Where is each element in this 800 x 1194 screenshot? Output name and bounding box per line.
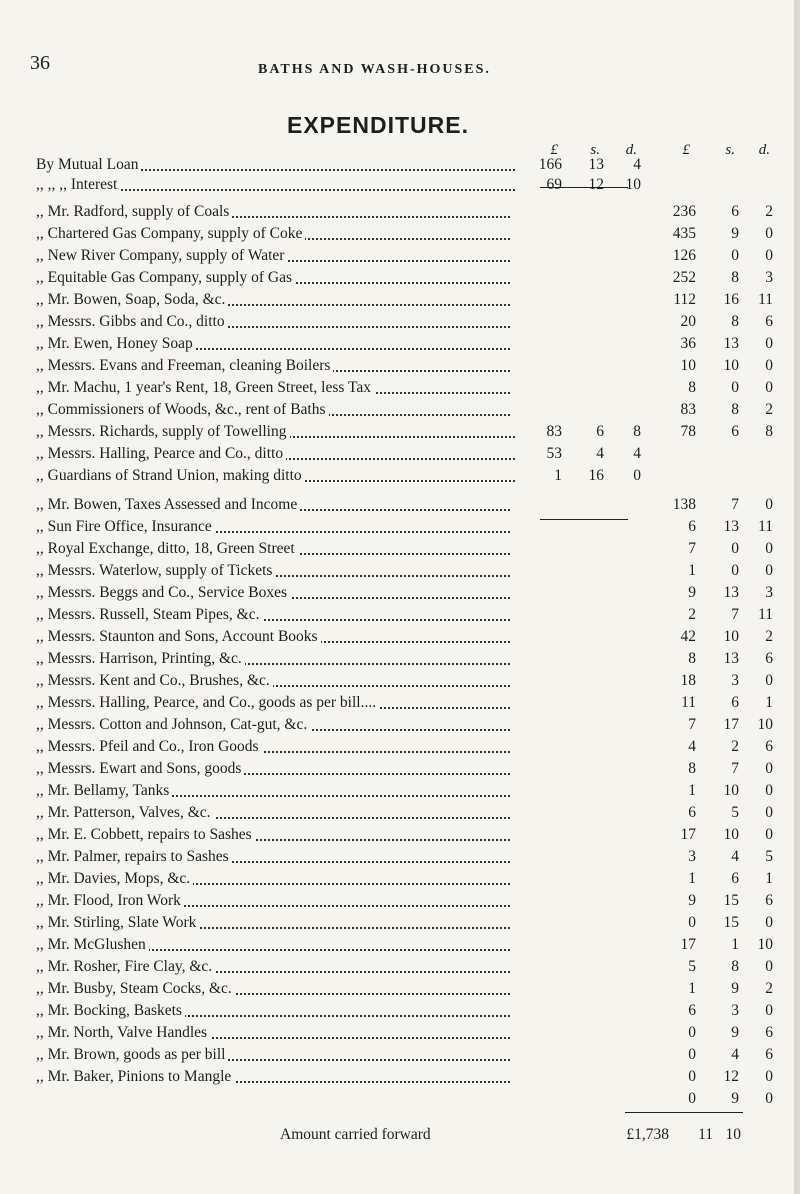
amount-a-shillings: 16 xyxy=(588,467,604,484)
ledger-row xyxy=(0,606,800,626)
entry-label: ,, Messrs. Halling, Pearce, and Co., goods as per bill.... xyxy=(36,694,379,712)
amount-b-shillings: 12 xyxy=(723,1068,739,1085)
entry-label: ,, Mr. Busby, Steam Cocks, &c. xyxy=(36,980,235,998)
entry-label: ,, Chartered Gas Company, supply of Coke xyxy=(36,225,305,243)
amount-a-pounds: 53 xyxy=(546,445,562,462)
entry-label: ,, Mr. McGlushen xyxy=(36,936,149,954)
ledger-row xyxy=(0,694,800,714)
amount-b-shillings: 4 xyxy=(731,848,739,865)
amount-b-pounds: 9 xyxy=(688,584,696,601)
amount-b-pounds: 7 xyxy=(688,716,696,733)
amount-b-pence: 6 xyxy=(765,1024,773,1041)
amount-b-shillings: 13 xyxy=(723,650,739,667)
entry-label: ,, Mr. Rosher, Fire Clay, &c. xyxy=(36,958,215,976)
ledger-row xyxy=(0,716,800,736)
amount-a-shillings: 13 xyxy=(588,156,604,173)
amount-b-pounds: 5 xyxy=(688,958,696,975)
amount-b-shillings: 13 xyxy=(723,518,739,535)
ledger-row xyxy=(0,1068,800,1088)
amount-b-pence: 0 xyxy=(765,357,773,374)
entry-label: ,, Mr. Davies, Mops, &c. xyxy=(36,870,193,888)
amount-b-pounds: 8 xyxy=(688,650,696,667)
amount-b-shillings: 2 xyxy=(731,738,739,755)
col-a-shillings-head: s. xyxy=(590,142,600,158)
amount-b-pence: 11 xyxy=(758,606,773,623)
amount-b-shillings: 1 xyxy=(731,936,739,953)
entry-label: ,, Messrs. Staunton and Sons, Account Books xyxy=(36,628,321,646)
amount-b-pence: 6 xyxy=(765,1046,773,1063)
amount-b-pounds: 6 xyxy=(688,804,696,821)
entry-label: ,, Messrs. Waterlow, supply of Tickets xyxy=(36,562,275,580)
ledger-row xyxy=(0,335,800,355)
entry-label: ,, Mr. Radford, supply of Coals xyxy=(36,203,232,221)
amount-b-pence: 1 xyxy=(765,694,773,711)
amount-b-pence: 10 xyxy=(757,936,773,953)
amount-b-pounds: 0 xyxy=(688,914,696,931)
ledger-row xyxy=(0,357,800,377)
amount-b-shillings: 16 xyxy=(723,291,739,308)
ledger-row xyxy=(0,445,800,465)
amount-b-pence: 0 xyxy=(765,804,773,821)
entry-label: ,, Mr. Bocking, Baskets xyxy=(36,1002,185,1020)
ledger-row xyxy=(0,518,800,538)
amount-b-shillings: 3 xyxy=(731,672,739,689)
entry-label: By Mutual Loan xyxy=(36,156,141,174)
amount-b-pence: 0 xyxy=(765,496,773,513)
amount-b-pounds: 6 xyxy=(688,518,696,535)
amount-b-pounds: 236 xyxy=(672,203,696,220)
entry-label: ,, Mr. Stirling, Slate Work xyxy=(36,914,199,932)
amount-b-pounds: 0 xyxy=(688,1068,696,1085)
amount-b-shillings: 10 xyxy=(723,357,739,374)
ledger-row xyxy=(0,540,800,560)
ledger-row xyxy=(0,980,800,1000)
entry-label: ,, Commissioners of Woods, &c., rent of Baths xyxy=(36,401,329,419)
amount-b-shillings: 7 xyxy=(731,760,739,777)
ledger-row xyxy=(0,1046,800,1066)
amount-b-pounds: 18 xyxy=(680,672,696,689)
entry-label: ,, New River Company, supply of Water xyxy=(36,247,287,265)
amount-a-pounds: 83 xyxy=(546,423,562,440)
amount-b-shillings: 3 xyxy=(731,1002,739,1019)
amount-b-pounds: 252 xyxy=(672,269,696,286)
amount-b-shillings: 10 xyxy=(723,826,739,843)
ledger-row xyxy=(0,291,800,311)
ledger-row xyxy=(0,1090,800,1110)
entry-label: ,, ,, ,, Interest xyxy=(36,176,120,194)
ledger-row xyxy=(0,176,800,196)
entry-label: ,, Mr. Ewen, Honey Soap xyxy=(36,335,196,353)
entry-label: ,, Messrs. Pfeil and Co., Iron Goods xyxy=(36,738,262,756)
ledger-row xyxy=(0,870,800,890)
ledger-row xyxy=(0,1024,800,1044)
amount-b-pounds: 435 xyxy=(672,225,696,242)
amount-b-pence: 2 xyxy=(765,203,773,220)
entry-label: ,, Mr. Patterson, Valves, &c. xyxy=(36,804,214,822)
amount-b-pounds: 78 xyxy=(680,423,696,440)
col-b-shillings-head: s. xyxy=(725,142,735,158)
amount-b-pounds: 17 xyxy=(680,826,696,843)
amount-b-pounds: 0 xyxy=(688,1090,696,1107)
amount-b-shillings: 15 xyxy=(723,892,739,909)
entry-label: ,, Messrs. Harrison, Printing, &c. xyxy=(36,650,245,668)
amount-a-pounds: 1 xyxy=(554,467,562,484)
ledger-row xyxy=(0,401,800,421)
amount-b-shillings: 13 xyxy=(723,335,739,352)
amount-b-shillings: 4 xyxy=(731,1046,739,1063)
amount-b-pence: 2 xyxy=(765,980,773,997)
amount-b-pence: 6 xyxy=(765,650,773,667)
amount-b-pence: 0 xyxy=(765,225,773,242)
ledger-row xyxy=(0,672,800,692)
amount-a-shillings: 12 xyxy=(588,176,604,193)
amount-b-pence: 0 xyxy=(765,672,773,689)
amount-b-pounds: 10 xyxy=(680,357,696,374)
ledger-row xyxy=(0,203,800,223)
entry-label: ,, Mr. Bowen, Soap, Soda, &c. xyxy=(36,291,228,309)
amount-b-shillings: 10 xyxy=(723,628,739,645)
leader-dots xyxy=(60,189,515,191)
amount-b-pounds: 8 xyxy=(688,379,696,396)
amount-b-shillings: 0 xyxy=(731,540,739,557)
amount-b-pounds: 138 xyxy=(672,496,696,513)
amount-a-pounds: 166 xyxy=(538,156,562,173)
amount-b-pounds: 83 xyxy=(680,401,696,418)
entry-label: ,, Messrs. Gibbs and Co., ditto xyxy=(36,313,228,331)
ledger-row xyxy=(0,826,800,846)
amount-b-shillings: 7 xyxy=(731,606,739,623)
ledger-row xyxy=(0,423,800,443)
amount-b-pounds: 1 xyxy=(688,562,696,579)
amount-b-pence: 0 xyxy=(765,1090,773,1107)
amount-b-pounds: 42 xyxy=(680,628,696,645)
amount-b-pence: 11 xyxy=(758,291,773,308)
entry-label: ,, Equitable Gas Company, supply of Gas xyxy=(36,269,295,287)
amount-b-pounds: 17 xyxy=(680,936,696,953)
ledger-row xyxy=(0,313,800,333)
amount-a-shillings: 4 xyxy=(596,445,604,462)
ledger-row xyxy=(0,225,800,245)
amount-b-pounds: 0 xyxy=(688,1046,696,1063)
entry-label: ,, Mr. Brown, goods as per bill xyxy=(36,1046,228,1064)
amount-b-pounds: 20 xyxy=(680,313,696,330)
ledger-row xyxy=(0,156,800,176)
amount-a-pence: 10 xyxy=(625,176,641,193)
amount-b-pence: 6 xyxy=(765,738,773,755)
carried-forward-shillings: 11 xyxy=(698,1126,713,1143)
ledger-row xyxy=(0,562,800,582)
entry-label: ,, Mr. Palmer, repairs to Sashes xyxy=(36,848,232,866)
entry-label: ,, Mr. Bowen, Taxes Assessed and Income xyxy=(36,496,300,514)
amount-b-shillings: 5 xyxy=(731,804,739,821)
amount-b-pence: 0 xyxy=(765,540,773,557)
ledger-row xyxy=(0,958,800,978)
amount-b-pence: 0 xyxy=(765,782,773,799)
amount-b-shillings: 8 xyxy=(731,269,739,286)
amount-b-pence: 6 xyxy=(765,892,773,909)
amount-b-pence: 1 xyxy=(765,870,773,887)
ledger-row xyxy=(0,914,800,934)
amount-b-pence: 8 xyxy=(765,423,773,440)
amount-b-pounds: 0 xyxy=(688,1024,696,1041)
subtotal-rule xyxy=(540,519,628,520)
amount-b-shillings: 0 xyxy=(731,247,739,264)
subtotal-rule xyxy=(540,187,628,188)
ledger-row xyxy=(0,496,800,516)
amount-b-shillings: 9 xyxy=(731,1024,739,1041)
amount-b-pence: 10 xyxy=(757,716,773,733)
amount-a-shillings: 6 xyxy=(596,423,604,440)
entry-label: ,, Mr. Baker, Pinions to Mangle xyxy=(36,1068,234,1086)
amount-b-shillings: 8 xyxy=(731,313,739,330)
carried-forward-label: Amount carried forward xyxy=(280,1126,431,1143)
amount-b-pence: 3 xyxy=(765,269,773,286)
ledger-row xyxy=(0,804,800,824)
entry-label: ,, Messrs. Cotton and Johnson, Cat-gut, &c. xyxy=(36,716,310,734)
entry-label: ,, Guardians of Strand Union, making ditto xyxy=(36,467,305,485)
amount-b-shillings: 6 xyxy=(731,423,739,440)
entry-label: ,, Messrs. Russell, Steam Pipes, &c. xyxy=(36,606,262,624)
total-rule xyxy=(625,1112,743,1113)
entry-label: ,, Mr. North, Valve Handles xyxy=(36,1024,210,1042)
ledger-row xyxy=(0,936,800,956)
amount-b-shillings: 17 xyxy=(723,716,739,733)
amount-b-pounds: 9 xyxy=(688,892,696,909)
col-a-pence-head: d. xyxy=(625,142,637,158)
ledger-row xyxy=(0,848,800,868)
amount-a-pence: 0 xyxy=(633,467,641,484)
ledger-row xyxy=(0,738,800,758)
entry-label: ,, Mr. E. Cobbett, repairs to Sashes xyxy=(36,826,255,844)
amount-b-pounds: 3 xyxy=(688,848,696,865)
amount-b-shillings: 6 xyxy=(731,870,739,887)
amount-b-shillings: 15 xyxy=(723,914,739,931)
amount-b-pence: 0 xyxy=(765,914,773,931)
amount-b-pounds: 11 xyxy=(681,694,696,711)
entry-label: ,, Messrs. Beggs and Co., Service Boxes xyxy=(36,584,290,602)
entry-label: ,, Mr. Flood, Iron Work xyxy=(36,892,184,910)
ledger-row xyxy=(0,628,800,648)
entry-label: ,, Messrs. Evans and Freeman, cleaning Boilers xyxy=(36,357,333,375)
amount-b-pounds: 112 xyxy=(673,291,696,308)
amount-b-pence: 11 xyxy=(758,518,773,535)
entry-label: ,, Mr. Machu, 1 year's Rent, 18, Green Street, less Tax xyxy=(36,379,374,397)
amount-b-pounds: 36 xyxy=(680,335,696,352)
amount-b-shillings: 0 xyxy=(731,562,739,579)
entry-label: ,, Messrs. Richards, supply of Towelling xyxy=(36,423,290,441)
ledger-row xyxy=(0,584,800,604)
amount-b-pence: 0 xyxy=(765,562,773,579)
carried-forward-pence: 10 xyxy=(725,1126,741,1143)
ledger-row xyxy=(0,650,800,670)
amount-b-pence: 0 xyxy=(765,760,773,777)
amount-b-shillings: 9 xyxy=(731,980,739,997)
amount-b-shillings: 6 xyxy=(731,694,739,711)
amount-b-pounds: 1 xyxy=(688,870,696,887)
amount-b-pounds: 1 xyxy=(688,980,696,997)
page-title: EXPENDITURE. xyxy=(287,112,469,138)
amount-b-pence: 0 xyxy=(765,335,773,352)
page-number: 36 xyxy=(30,52,50,74)
amount-b-shillings: 8 xyxy=(731,958,739,975)
entry-label: ,, Messrs. Halling, Pearce and Co., ditto xyxy=(36,445,286,463)
amount-b-pence: 0 xyxy=(765,379,773,396)
amount-b-pence: 0 xyxy=(765,247,773,264)
col-b-pounds-head: £ xyxy=(682,142,690,158)
amount-b-pence: 0 xyxy=(765,1002,773,1019)
entry-label: ,, Royal Exchange, ditto, 18, Green Street xyxy=(36,540,298,558)
amount-b-pence: 2 xyxy=(765,401,773,418)
ledger-row xyxy=(0,467,800,487)
amount-b-shillings: 6 xyxy=(731,203,739,220)
amount-a-pence: 8 xyxy=(633,423,641,440)
ledger-row xyxy=(0,247,800,267)
running-head: BATHS AND WASH-HOUSES. xyxy=(258,62,491,77)
amount-a-pence: 4 xyxy=(633,445,641,462)
amount-b-pounds: 6 xyxy=(688,1002,696,1019)
amount-b-shillings: 10 xyxy=(723,782,739,799)
entry-label: ,, Sun Fire Office, Insurance xyxy=(36,518,215,536)
amount-b-pounds: 8 xyxy=(688,760,696,777)
ledger-row xyxy=(0,760,800,780)
col-b-pence-head: d. xyxy=(758,142,770,158)
amount-b-shillings: 8 xyxy=(731,401,739,418)
ledger-row xyxy=(0,892,800,912)
amount-a-pounds: 69 xyxy=(546,176,562,193)
amount-a-pence: 4 xyxy=(633,156,641,173)
amount-b-shillings: 7 xyxy=(731,496,739,513)
amount-b-pence: 2 xyxy=(765,628,773,645)
ledger-row xyxy=(0,269,800,289)
amount-b-pence: 5 xyxy=(765,848,773,865)
amount-b-shillings: 9 xyxy=(731,1090,739,1107)
amount-b-pounds: 1 xyxy=(688,782,696,799)
carried-forward-pounds: £1,738 xyxy=(626,1126,669,1143)
amount-b-shillings: 0 xyxy=(731,379,739,396)
amount-b-shillings: 13 xyxy=(723,584,739,601)
amount-b-pence: 3 xyxy=(765,584,773,601)
ledger-row xyxy=(0,782,800,802)
amount-b-shillings: 9 xyxy=(731,225,739,242)
col-a-pounds-head: £ xyxy=(550,142,558,158)
entry-label: ,, Messrs. Kent and Co., Brushes, &c. xyxy=(36,672,273,690)
ledger-row xyxy=(0,1002,800,1022)
ledger-row xyxy=(0,379,800,399)
entry-label: ,, Messrs. Ewart and Sons, goods xyxy=(36,760,244,778)
amount-b-pounds: 126 xyxy=(672,247,696,264)
amount-b-pence: 0 xyxy=(765,1068,773,1085)
amount-b-pounds: 7 xyxy=(688,540,696,557)
amount-b-pence: 0 xyxy=(765,826,773,843)
amount-b-pounds: 2 xyxy=(688,606,696,623)
amount-b-pounds: 4 xyxy=(688,738,696,755)
entry-label: ,, Mr. Bellamy, Tanks xyxy=(36,782,172,800)
amount-b-pence: 0 xyxy=(765,958,773,975)
amount-b-pence: 6 xyxy=(765,313,773,330)
